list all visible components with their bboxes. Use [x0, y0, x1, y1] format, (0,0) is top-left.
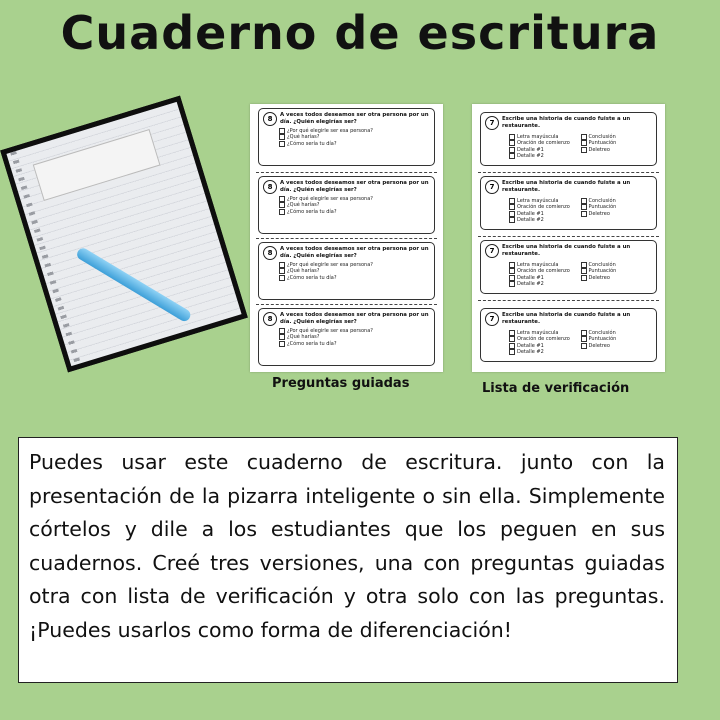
- card-question: Escribe una historia de cuando fuiste a un restaurante.: [502, 244, 631, 257]
- checkbox-item: ¿Por qué elegirle ser esa persona?: [279, 196, 430, 202]
- checkbox-item: ¿Cómo sería tu día?: [279, 341, 430, 347]
- card-number: 8: [263, 180, 277, 194]
- checkbox-item: ¿Qué harías?: [279, 202, 430, 208]
- pasted-prompt-strip: [33, 129, 161, 201]
- card-question: A veces todos deseamos ser otra persona por un día. ¿Quién elegirías ser?: [280, 312, 429, 325]
- guided-questions-sheet: [250, 104, 443, 372]
- pen-image: [75, 246, 193, 323]
- guided-card-2: [258, 176, 435, 234]
- checkbox-item: Puntuación: [581, 268, 653, 274]
- card-number: 8: [263, 112, 277, 126]
- page-title: Cuaderno de escritura: [60, 6, 660, 60]
- checkbox-item: Detalle #1: [509, 343, 581, 349]
- checkbox-item: Deletreo: [581, 343, 653, 349]
- cut-line: [256, 238, 437, 239]
- checkbox-item: Oración de comienzo: [509, 268, 581, 274]
- card-question: A veces todos deseamos ser otra persona por un día. ¿Quién elegirías ser?: [280, 112, 429, 125]
- guided-card-4: [258, 308, 435, 366]
- checkbox-item: Letra mayúscula: [509, 198, 581, 204]
- checkbox-item: Detalle #2: [509, 217, 581, 223]
- checkbox-item: Letra mayúscula: [509, 134, 581, 140]
- card-number: 7: [485, 180, 499, 194]
- checkbox-item: Oración de comienzo: [509, 204, 581, 210]
- guided-card-1: [258, 108, 435, 166]
- notebook-photo: [0, 96, 248, 373]
- description-text: Puedes usar este cuaderno de escritura. junto con la presentación de la pizarra inteligente o sin ella. Simplemente córtelos y dile a los estudiantes que los peguen en sus cuadernos. Creé tres versiones, una con preguntas guiadas otra con lista de verificación y otra solo con las preguntas. ¡Puedes usarlos como forma de diferenciación!: [29, 450, 665, 642]
- card-number: 8: [263, 312, 277, 326]
- checkbox-item: ¿Cómo sería tu día?: [279, 275, 430, 281]
- checklist-card-2: [480, 176, 657, 230]
- card-question: Escribe una historia de cuando fuiste a un restaurante.: [502, 116, 631, 129]
- card-number: 7: [485, 312, 499, 326]
- caption-guided-questions: Preguntas guiadas: [272, 376, 410, 391]
- checklist-card-1: [480, 112, 657, 166]
- checkbox-item: ¿Por qué elegirle ser esa persona?: [279, 128, 430, 134]
- card-number: 7: [485, 244, 499, 258]
- checkbox-item: Detalle #1: [509, 211, 581, 217]
- checkbox-item: Deletreo: [581, 275, 653, 281]
- checkbox-item: Deletreo: [581, 147, 653, 153]
- guided-card-3: [258, 242, 435, 300]
- checkbox-item: Conclusión: [581, 262, 653, 268]
- card-question: A veces todos deseamos ser otra persona por un día. ¿Quién elegirías ser?: [280, 246, 429, 259]
- checklist-sheet: [472, 104, 665, 372]
- checkbox-item: ¿Qué harías?: [279, 134, 430, 140]
- card-number: 8: [263, 246, 277, 260]
- checkbox-item: ¿Cómo sería tu día?: [279, 141, 430, 147]
- checkbox-item: Detalle #1: [509, 275, 581, 281]
- checkbox-item: Detalle #2: [509, 153, 581, 159]
- checkbox-item: ¿Qué harías?: [279, 334, 430, 340]
- description-box: [18, 437, 678, 683]
- checkbox-item: Puntuación: [581, 140, 653, 146]
- card-question: Escribe una historia de cuando fuiste a un restaurante.: [502, 312, 631, 325]
- checkbox-item: Letra mayúscula: [509, 330, 581, 336]
- checkbox-item: Puntuación: [581, 204, 653, 210]
- cut-line: [478, 300, 659, 301]
- checklist-card-4: [480, 308, 657, 362]
- checkbox-item: Puntuación: [581, 336, 653, 342]
- cut-line: [256, 304, 437, 305]
- checkbox-item: Detalle #1: [509, 147, 581, 153]
- card-question: Escribe una historia de cuando fuiste a un restaurante.: [502, 180, 631, 193]
- checkbox-item: Conclusión: [581, 134, 653, 140]
- cut-line: [256, 172, 437, 173]
- checkbox-item: ¿Por qué elegirle ser esa persona?: [279, 262, 430, 268]
- caption-checklist: Lista de verificación: [482, 381, 630, 396]
- card-number: 7: [485, 116, 499, 130]
- checkbox-item: ¿Cómo sería tu día?: [279, 209, 430, 215]
- checkbox-item: Conclusión: [581, 330, 653, 336]
- checkbox-item: Oración de comienzo: [509, 336, 581, 342]
- checkbox-item: Deletreo: [581, 211, 653, 217]
- card-question: A veces todos deseamos ser otra persona por un día. ¿Quién elegirías ser?: [280, 180, 429, 193]
- checklist-card-3: [480, 240, 657, 294]
- cut-line: [478, 172, 659, 173]
- checkbox-item: ¿Qué harías?: [279, 268, 430, 274]
- checkbox-item: ¿Por qué elegirle ser esa persona?: [279, 328, 430, 334]
- checkbox-item: Conclusión: [581, 198, 653, 204]
- checkbox-item: Detalle #2: [509, 349, 581, 355]
- checkbox-item: Oración de comienzo: [509, 140, 581, 146]
- checkbox-item: Letra mayúscula: [509, 262, 581, 268]
- cut-line: [478, 236, 659, 237]
- checkbox-item: Detalle #2: [509, 281, 581, 287]
